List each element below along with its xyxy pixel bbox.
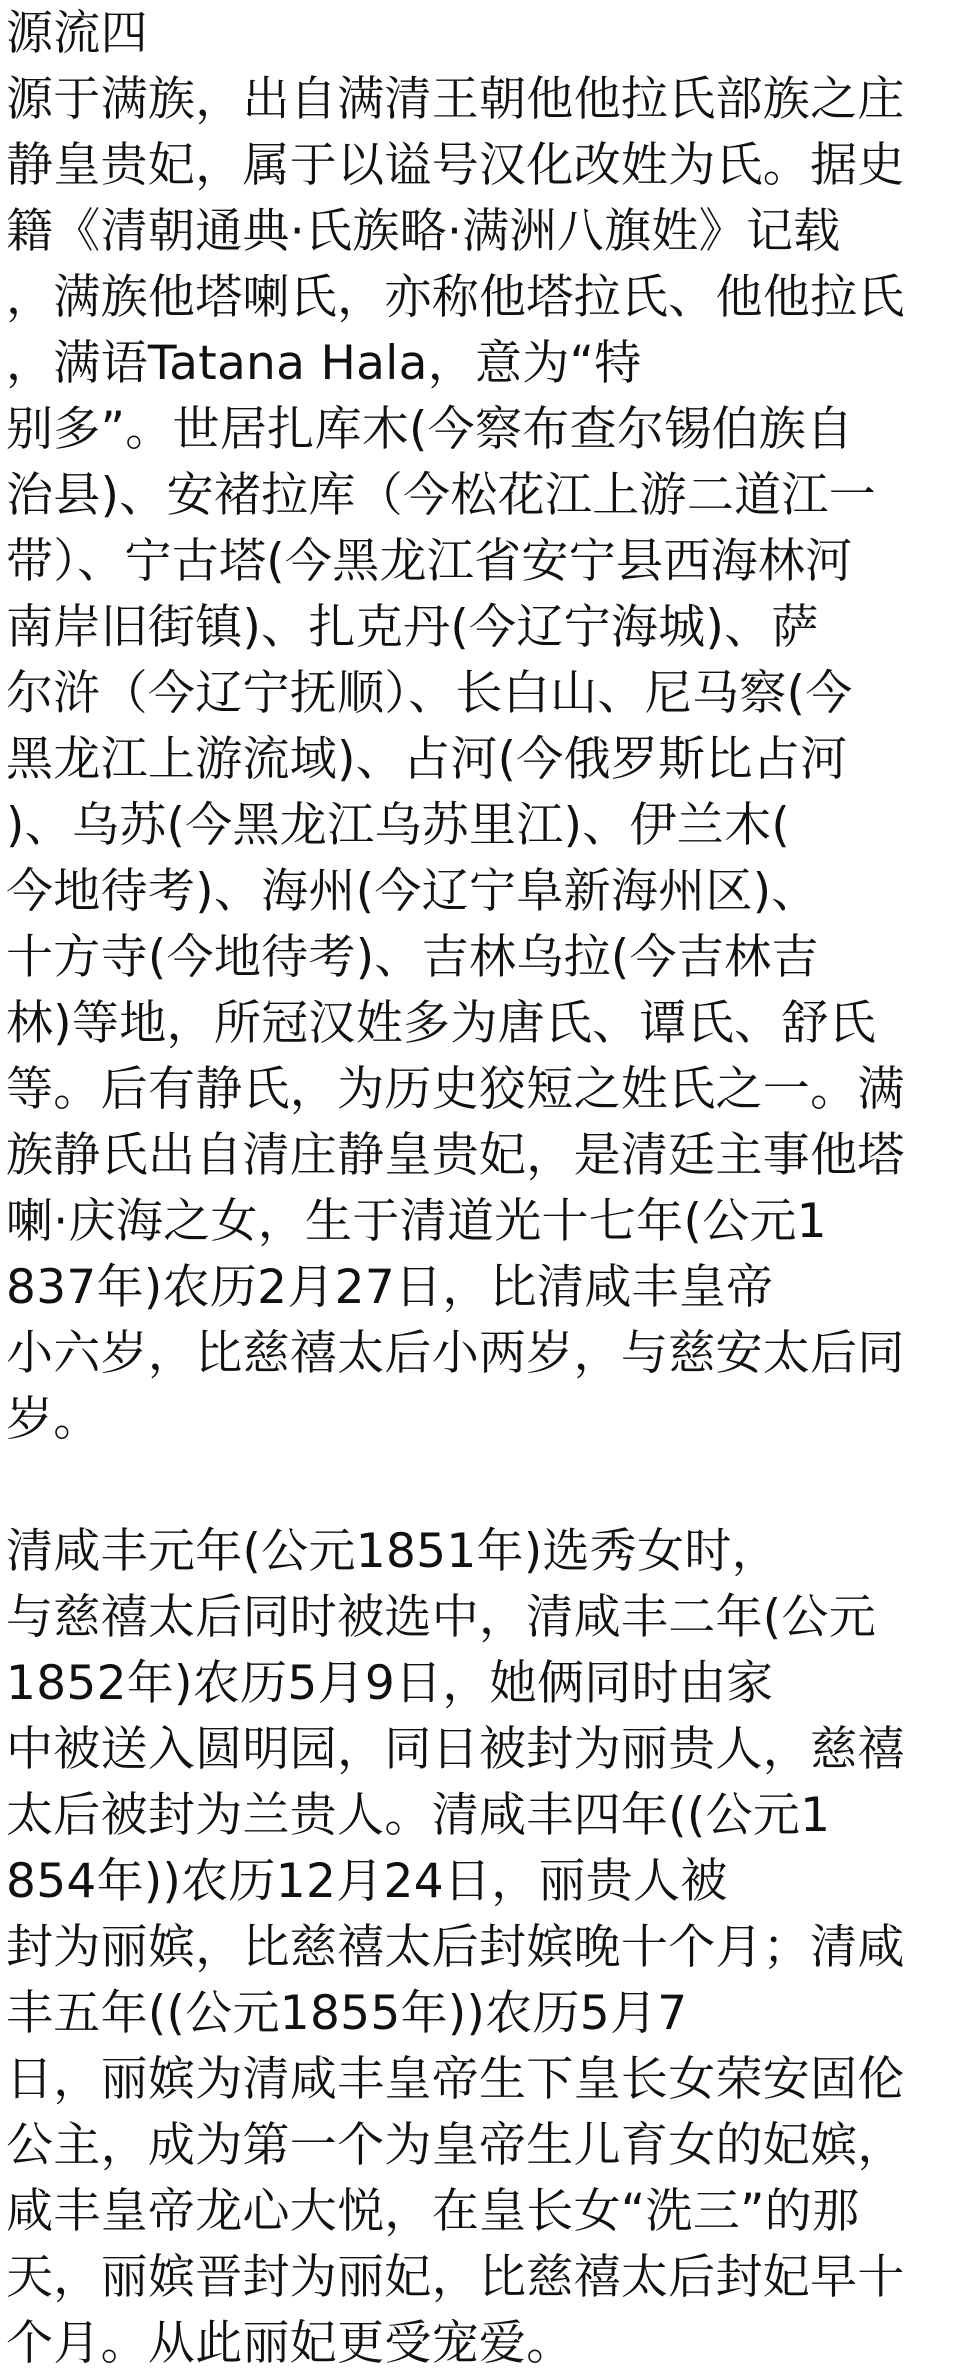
text-line: 喇·庆海之女，生于清道光十七年(公元1 (6, 1194, 827, 1249)
text-line: 丰五年((公元1855年))农历5月7 (6, 1986, 688, 2041)
text-line: 静皇贵妃，属于以谥号汉化改姓为氏。据史 (6, 138, 905, 193)
text-line: 公主，成为第一个为皇帝生儿育女的妃嫔， (6, 2118, 905, 2173)
text-line: 1852年)农历5月9日，她俩同时由家 (6, 1656, 774, 1711)
text-line: 等。后有静氏，为历史狡短之姓氏之一。满 (6, 1062, 905, 1117)
text-line: 林)等地，所冠汉姓多为唐氏、谭氏、舒氏 (6, 996, 877, 1051)
text-line: 岁。 (6, 1392, 101, 1447)
text-line: 与慈禧太后同时被选中，清咸丰二年(公元 (6, 1590, 877, 1645)
text-line: )、乌苏(今黑龙江乌苏里江)、伊兰木( (6, 798, 791, 853)
text-line: 族静氏出自清庄静皇贵妃，是清廷主事他塔 (6, 1128, 905, 1183)
text-line: 837年)农历2月27日，比清咸丰皇帝 (6, 1260, 774, 1315)
text-line: 别多”。世居扎库木(今察布查尔锡伯族自 (6, 402, 854, 457)
text-line: 今地待考)、海州(今辽宁阜新海州区)、 (6, 864, 819, 919)
text-line: 中被送入圆明园，同日被封为丽贵人，慈禧 (6, 1722, 905, 1777)
text-line: 854年))农历12月24日，丽贵人被 (6, 1854, 728, 1909)
text-line: 小六岁，比慈禧太后小两岁，与慈安太后同 (6, 1326, 905, 1381)
text-line: 治县)、安褚拉库（今松花江上游二道江一 (6, 468, 877, 523)
text-line: 尔浒（今辽宁抚顺）、长白山、尼马察(今 (6, 666, 853, 721)
text-line: 天，丽嫔晋封为丽妃，比慈禧太后封妃早十 (6, 2250, 905, 2305)
text-line: 十方寺(今地待考)、吉林乌拉(今吉林吉 (6, 930, 819, 985)
text-line: 南岸旧街镇)、扎克丹(今辽宁海城)、萨 (6, 600, 819, 655)
text-line: 源于满族，出自满清王朝他他拉氏部族之庄 (6, 72, 905, 127)
text-line: 清咸丰元年(公元1851年)选秀女时， (6, 1524, 779, 1579)
text-line: 黑龙江上游流域)、占河(今俄罗斯比占河 (6, 732, 848, 787)
text-line: 日，丽嫔为清咸丰皇帝生下皇长女荣安固伦 (6, 2052, 905, 2107)
text-line: ，满语Tatana Hala，意为“特 (6, 336, 642, 391)
text-line: ，满族他塔喇氏，亦称他塔拉氏、他他拉氏 (6, 270, 905, 325)
text-line: 带）、宁古塔(今黑龙江省安宁县西海林河 (6, 534, 853, 589)
text-line: 太后被封为兰贵人。清咸丰四年((公元1 (6, 1788, 831, 1843)
text-line: 咸丰皇帝龙心大悦，在皇长女“洗三”的那 (6, 2184, 860, 2239)
heading-line: 源流四 (6, 6, 148, 61)
text-line: 封为丽嫔，比慈禧太后封嫔晚十个月；清咸 (6, 1920, 905, 1975)
text-line: 籍《清朝通典·氏族略·满洲八旗姓》记载 (6, 204, 841, 259)
text-line: 个月。从此丽妃更受宠爱。 (6, 2316, 574, 2371)
